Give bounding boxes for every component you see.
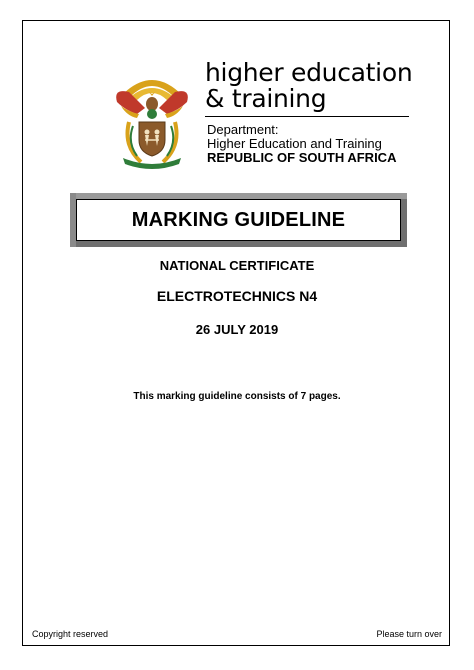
country-name: REPUBLIC OF SOUTH AFRICA: [207, 150, 397, 165]
header-divider: [205, 116, 409, 117]
shield-icon: [139, 122, 165, 156]
heading-higher-education: higher education: [205, 58, 413, 87]
coat-of-arms-logo: [107, 68, 197, 170]
department-name: Higher Education and Training: [207, 136, 382, 151]
document-title: MARKING GUIDELINE: [131, 208, 346, 231]
department-label: Department:: [207, 122, 279, 137]
footer-copyright: Copyright reserved: [32, 629, 109, 639]
title-frame: [70, 193, 407, 247]
certificate-label: NATIONAL CERTIFICATE: [159, 258, 315, 273]
page-count-note: This marking guideline consists of 7 pages.: [133, 391, 341, 402]
exam-date: 26 JULY 2019: [195, 322, 279, 337]
subject-name: ELECTROTECHNICS N4: [156, 288, 318, 304]
footer-turn-over: Please turn over: [376, 629, 442, 639]
heading-training: & training: [205, 84, 327, 113]
